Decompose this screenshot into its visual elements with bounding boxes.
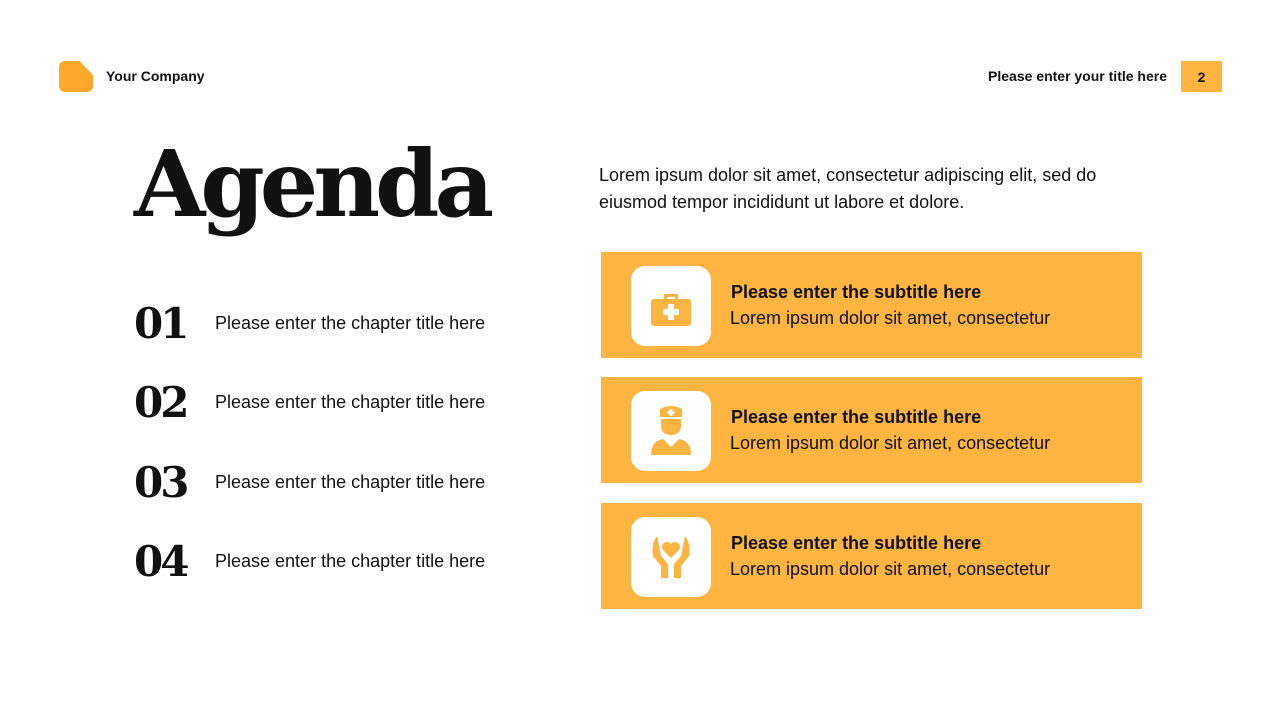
hands-heart-icon [631, 517, 711, 597]
intro-text: Lorem ipsum dolor sit amet, consectetur adipiscing elit, sed do eiusmod tempor incididunt ut labore et dolore. [599, 165, 1097, 212]
card-subtitle: Please enter the subtitle here [731, 282, 982, 302]
agenda-card [601, 503, 1142, 609]
card-text: Lorem ipsum dolor sit amet, consectetur [730, 433, 1051, 453]
chapter-item [134, 536, 485, 586]
chapter-number: 01 [134, 298, 187, 348]
card-subtitle: Please enter the subtitle here [731, 407, 982, 427]
chapter-title: Please enter the chapter title here [215, 471, 486, 492]
chapter-number: 03 [134, 457, 187, 507]
chapter-number: 02 [134, 377, 187, 427]
nurse-icon [631, 391, 711, 471]
card-text: Lorem ipsum dolor sit amet, consectetur [730, 559, 1051, 579]
company-name: Your Company [106, 68, 205, 84]
company-logo-icon [59, 61, 93, 92]
chapter-item [134, 457, 485, 507]
agenda-card [601, 377, 1142, 483]
card-text: Lorem ipsum dolor sit amet, consectetur [730, 308, 1051, 328]
chapter-title: Please enter the chapter title here [215, 391, 486, 412]
chapter-number: 04 [134, 536, 187, 586]
first-aid-kit-icon [631, 266, 711, 346]
agenda-card [601, 252, 1142, 358]
page-number: 2 [1181, 61, 1222, 92]
header-title: Please enter your title here [988, 68, 1167, 84]
chapter-title: Please enter the chapter title here [215, 312, 486, 333]
chapter-item [134, 377, 485, 427]
card-subtitle: Please enter the subtitle here [731, 533, 982, 553]
chapter-title: Please enter the chapter title here [215, 550, 486, 571]
page-title: Agenda [134, 130, 490, 238]
chapter-item [134, 298, 485, 348]
